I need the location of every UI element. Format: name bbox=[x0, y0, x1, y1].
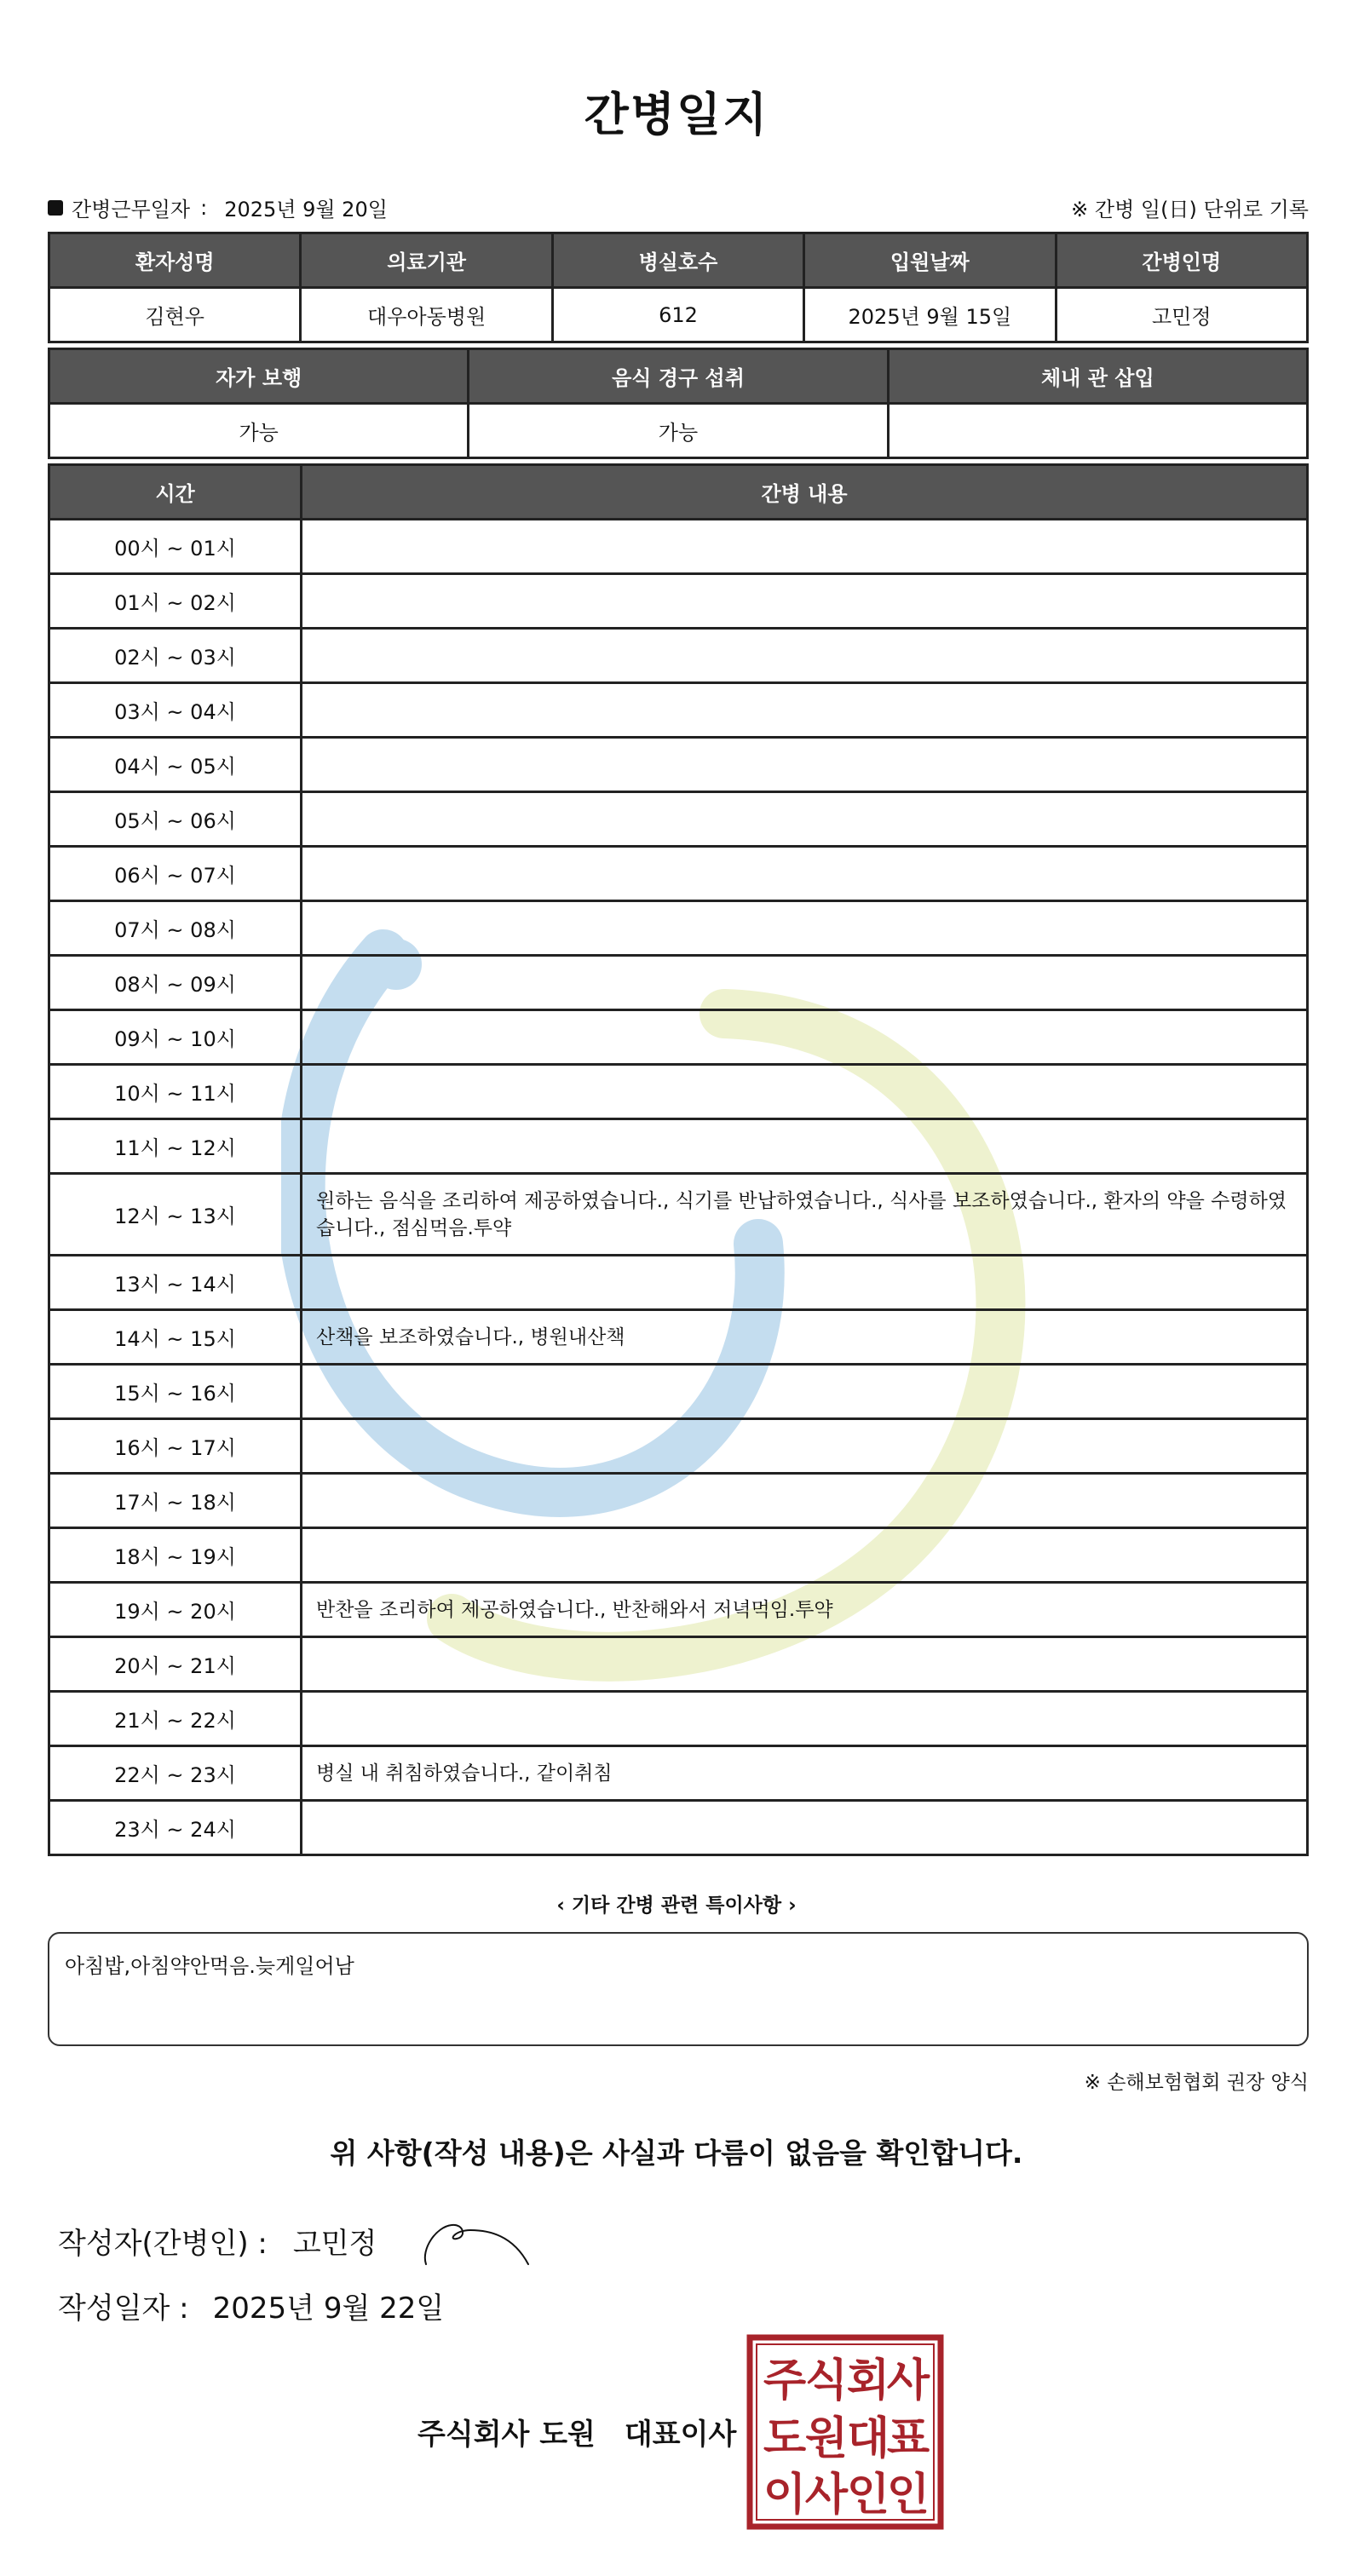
log-time: 01시 ~ 02시 bbox=[49, 574, 302, 629]
writer-label: 작성자(간병인) : bbox=[58, 2227, 268, 2261]
log-time: 07시 ~ 08시 bbox=[49, 901, 302, 956]
log-time: 21시 ~ 22시 bbox=[49, 1692, 302, 1746]
header-care-content: 간병 내용 bbox=[302, 465, 1308, 520]
log-content bbox=[302, 956, 1308, 1010]
log-row bbox=[49, 901, 1308, 956]
log-content bbox=[302, 1010, 1308, 1065]
log-time: 23시 ~ 24시 bbox=[49, 1801, 302, 1855]
log-row bbox=[49, 574, 1308, 629]
log-time: 16시 ~ 17시 bbox=[49, 1419, 302, 1474]
log-time: 08시 ~ 09시 bbox=[49, 956, 302, 1010]
log-content bbox=[302, 683, 1308, 738]
log-row bbox=[49, 1583, 1308, 1637]
header-admission-date: 입원날짜 bbox=[804, 233, 1056, 288]
header-room: 병실호수 bbox=[552, 233, 803, 288]
work-date bbox=[48, 193, 388, 222]
log-time: 02시 ~ 03시 bbox=[49, 629, 302, 683]
log-time: 14시 ~ 15시 bbox=[49, 1310, 302, 1365]
svg-text:회: 회 bbox=[846, 2355, 890, 2406]
written-date-label: 작성일자 : bbox=[58, 2291, 189, 2326]
header-tube-insertion: 체내 관 삽입 bbox=[888, 349, 1307, 404]
log-content bbox=[302, 1474, 1308, 1528]
care-log-table bbox=[48, 463, 1309, 1856]
written-date-value: 2025년 9월 22일 bbox=[212, 2291, 445, 2326]
svg-text:도: 도 bbox=[763, 2413, 807, 2464]
log-row bbox=[49, 520, 1308, 574]
company-name: 주식회사 도원 bbox=[417, 2418, 596, 2452]
special-notes-label: ‹ 기타 간병 관련 특이사항 › bbox=[556, 1895, 797, 1917]
log-row bbox=[49, 1256, 1308, 1310]
hospital-name: 대우아동병원 bbox=[301, 288, 552, 342]
representative-title: 대표이사 bbox=[624, 2418, 737, 2452]
square-bullet-icon bbox=[48, 200, 63, 216]
header-hospital: 의료기관 bbox=[301, 233, 552, 288]
admission-date: 2025년 9월 15일 bbox=[804, 288, 1056, 342]
patient-status-table bbox=[48, 348, 1309, 459]
work-date-separator: : bbox=[200, 195, 208, 220]
log-time: 18시 ~ 19시 bbox=[49, 1528, 302, 1583]
svg-text:이: 이 bbox=[763, 2470, 807, 2521]
log-time: 19시 ~ 20시 bbox=[49, 1583, 302, 1637]
log-time: 13시 ~ 14시 bbox=[49, 1256, 302, 1310]
log-content bbox=[302, 1419, 1308, 1474]
svg-text:표: 표 bbox=[886, 2413, 930, 2464]
handwritten-signature bbox=[417, 2215, 537, 2274]
log-row bbox=[49, 1692, 1308, 1746]
header-time: 시간 bbox=[49, 465, 302, 520]
record-unit-note: ※ 간병 일(日) 단위로 기록 bbox=[1071, 198, 1309, 221]
log-row bbox=[49, 629, 1308, 683]
log-content bbox=[302, 1637, 1308, 1692]
log-content bbox=[302, 901, 1308, 956]
log-row bbox=[49, 1365, 1308, 1419]
log-time: 09시 ~ 10시 bbox=[49, 1010, 302, 1065]
patient-name: 김현우 bbox=[49, 288, 301, 342]
svg-text:원: 원 bbox=[804, 2413, 849, 2464]
patient-value-row bbox=[49, 288, 1308, 342]
log-content: 병실 내 취침하였습니다., 같이취침 bbox=[302, 1746, 1308, 1801]
log-time: 17시 ~ 18시 bbox=[49, 1474, 302, 1528]
log-header-row bbox=[49, 465, 1308, 520]
svg-text:식: 식 bbox=[804, 2355, 849, 2406]
log-row bbox=[49, 738, 1308, 792]
log-content bbox=[302, 520, 1308, 574]
status-value-row bbox=[49, 404, 1308, 458]
work-date-label: 간병근무일자 bbox=[72, 198, 191, 221]
log-content bbox=[302, 1065, 1308, 1119]
log-row bbox=[49, 1801, 1308, 1855]
log-content: 산책을 보조하였습니다., 병원내산책 bbox=[302, 1310, 1308, 1365]
log-content bbox=[302, 629, 1308, 683]
log-row bbox=[49, 1174, 1308, 1256]
log-content bbox=[302, 1365, 1308, 1419]
log-row bbox=[49, 683, 1308, 738]
log-time: 05시 ~ 06시 bbox=[49, 792, 302, 847]
meta-row bbox=[48, 189, 1309, 223]
log-content bbox=[302, 738, 1308, 792]
oral-intake-value: 가능 bbox=[469, 404, 888, 458]
log-row bbox=[49, 1065, 1308, 1119]
log-row bbox=[49, 956, 1308, 1010]
log-time: 15시 ~ 16시 bbox=[49, 1365, 302, 1419]
log-content bbox=[302, 1119, 1308, 1174]
page-title: 간병일지 bbox=[584, 88, 769, 141]
header-self-walking: 자가 보행 bbox=[49, 349, 469, 404]
company-signoff bbox=[417, 2411, 736, 2452]
log-content: 원하는 음식을 조리하여 제공하였습니다., 식기를 반납하였습니다., 식사를 보조하였습니다., 환자의 약을 수령하였습니다., 점심먹음.투약 bbox=[302, 1174, 1308, 1256]
svg-text:인: 인 bbox=[886, 2470, 930, 2521]
log-row bbox=[49, 1474, 1308, 1528]
log-row bbox=[49, 1119, 1308, 1174]
log-content bbox=[302, 1256, 1308, 1310]
log-time: 12시 ~ 13시 bbox=[49, 1174, 302, 1256]
log-time: 20시 ~ 21시 bbox=[49, 1637, 302, 1692]
log-time: 22시 ~ 23시 bbox=[49, 1746, 302, 1801]
svg-text:주: 주 bbox=[763, 2355, 807, 2406]
header-oral-intake: 음식 경구 섭취 bbox=[469, 349, 888, 404]
caregiver-name: 고민정 bbox=[1056, 288, 1307, 342]
tube-insertion-value bbox=[888, 404, 1307, 458]
log-body bbox=[49, 520, 1308, 1855]
log-time: 06시 ~ 07시 bbox=[49, 847, 302, 901]
room-number: 612 bbox=[552, 288, 803, 342]
writer-row bbox=[58, 2220, 377, 2262]
log-content bbox=[302, 1528, 1308, 1583]
log-row bbox=[49, 1310, 1308, 1365]
confirmation-statement: 위 사항(작성 내용)은 사실과 다름이 없음을 확인합니다. bbox=[330, 2136, 1023, 2170]
log-row bbox=[49, 1746, 1308, 1801]
patient-header-row bbox=[49, 233, 1308, 288]
log-row bbox=[49, 1419, 1308, 1474]
log-content bbox=[302, 1801, 1308, 1855]
work-date-value: 2025년 9월 20일 bbox=[224, 198, 388, 221]
log-content bbox=[302, 847, 1308, 901]
svg-text:사: 사 bbox=[804, 2470, 849, 2521]
log-row bbox=[49, 792, 1308, 847]
patient-info-table bbox=[48, 232, 1309, 343]
log-row bbox=[49, 847, 1308, 901]
svg-text:대: 대 bbox=[846, 2413, 890, 2464]
log-time: 00시 ~ 01시 bbox=[49, 520, 302, 574]
log-content: 반찬을 조리하여 제공하였습니다., 반찬해와서 저녁먹임.투약 bbox=[302, 1583, 1308, 1637]
header-patient-name: 환자성명 bbox=[49, 233, 301, 288]
log-time: 11시 ~ 12시 bbox=[49, 1119, 302, 1174]
header-caregiver: 간병인명 bbox=[1056, 233, 1307, 288]
log-row bbox=[49, 1528, 1308, 1583]
log-row bbox=[49, 1010, 1308, 1065]
svg-text:인: 인 bbox=[846, 2470, 890, 2521]
log-content bbox=[302, 792, 1308, 847]
log-content bbox=[302, 574, 1308, 629]
form-origin-note: ※ 손해보험협회 권장 양식 bbox=[1084, 2072, 1309, 2094]
log-content bbox=[302, 1692, 1308, 1746]
self-walking-value: 가능 bbox=[49, 404, 469, 458]
log-time: 10시 ~ 11시 bbox=[49, 1065, 302, 1119]
special-notes-box: 아침밥,아침약안먹음.늦게일어남 bbox=[48, 1932, 1309, 2046]
log-row bbox=[49, 1637, 1308, 1692]
writer-name: 고민정 bbox=[292, 2227, 377, 2261]
written-date-row bbox=[58, 2285, 444, 2326]
log-time: 03시 ~ 04시 bbox=[49, 683, 302, 738]
svg-text:사: 사 bbox=[886, 2355, 930, 2406]
log-time: 04시 ~ 05시 bbox=[49, 738, 302, 792]
company-seal-stamp bbox=[746, 2334, 944, 2530]
status-header-row bbox=[49, 349, 1308, 404]
